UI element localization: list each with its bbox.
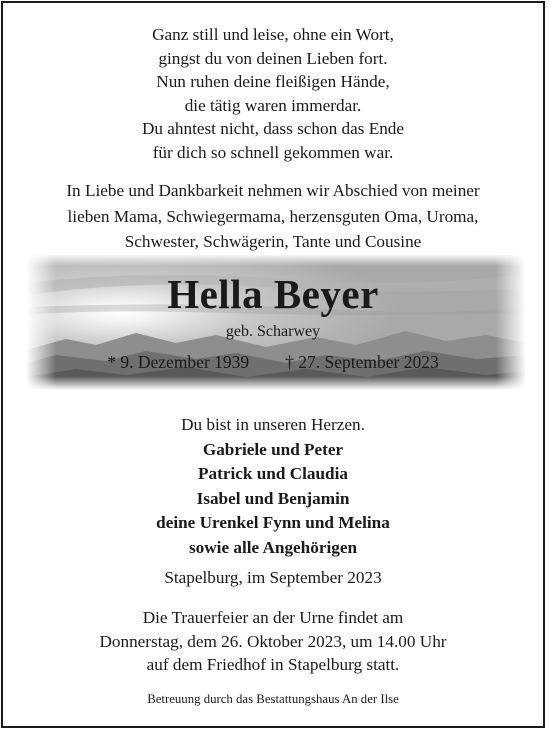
deceased-name: Hella Beyer — [167, 271, 379, 317]
death-date: † 27. September 2023 — [285, 352, 439, 372]
birth-date: * 9. Dezember 1939 — [107, 352, 250, 372]
life-dates — [3, 350, 543, 374]
intro-line: Schwester, Schwägerin, Tante und Cousine — [124, 232, 422, 251]
poem-line: Nun ruhen deine fleißigen Hände, — [156, 72, 390, 92]
maiden-name: geb. Scharwey — [225, 323, 321, 340]
ceremony-info — [3, 606, 543, 677]
intro-line: In Liebe und Dankbarkeit nehmen wir Abschied von meiner — [66, 181, 480, 200]
family-member: Isabel und Benjamin — [196, 488, 350, 508]
family-member: sowie alle Angehörigen — [188, 537, 358, 557]
ceremony-line: Donnerstag, dem 26. Oktober 2023, um 14.00 Uhr — [99, 631, 447, 651]
family-member: deine Urenkel Fynn und Melina — [156, 513, 390, 532]
family-list — [3, 413, 543, 560]
family-intro-line: Du bist in unseren Herzen. — [181, 415, 365, 434]
poem-line: die tätig waren immerdar. — [184, 95, 362, 115]
family-member: Gabriele und Peter — [202, 439, 344, 459]
intro-text — [3, 178, 543, 255]
poem-line: für dich so schnell gekommen war. — [152, 142, 394, 162]
poem-line: Du ahntest nicht, dass schon das Ende — [141, 119, 405, 139]
obituary-notice — [1, 1, 545, 728]
place-date: Stapelburg, im September 2023 — [164, 568, 382, 587]
funeral-home-note: Betreuung durch das Bestattungshaus An der Ilse — [147, 692, 399, 706]
ceremony-line: Die Trauerfeier an der Urne findet am — [142, 608, 404, 627]
poem — [3, 23, 543, 165]
family-member: Patrick und Claudia — [198, 464, 348, 483]
intro-line: lieben Mama, Schwiegermama, herzensguten Oma, Uroma, — [67, 206, 479, 226]
poem-line: Ganz still und leise, ohne ein Wort, — [152, 25, 394, 44]
poem-line: gingst du von deinen Lieben fort. — [158, 48, 388, 68]
ceremony-line: auf dem Friedhof in Stapelburg statt. — [146, 655, 400, 674]
